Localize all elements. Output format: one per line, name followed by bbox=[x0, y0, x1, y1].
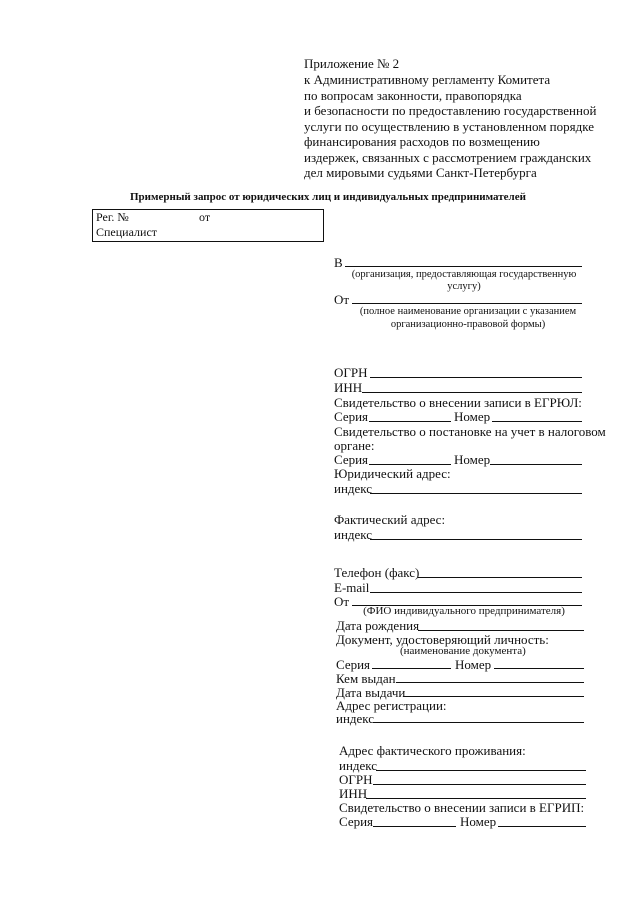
id-document-label: Документ, удостоверяющий личность: bbox=[336, 632, 549, 647]
page-title: Примерный запрос от юридических лиц и индивидуальных предпринимателей bbox=[130, 191, 526, 203]
phone-label: Телефон (факс) bbox=[334, 565, 420, 580]
from-label: От bbox=[334, 292, 350, 307]
to-field-line[interactable] bbox=[345, 266, 582, 267]
residence-address-label: Адрес фактического проживания: bbox=[339, 743, 526, 758]
ie-number-line[interactable] bbox=[494, 668, 584, 669]
specialist-label: Специалист bbox=[96, 225, 158, 239]
to-label: В bbox=[334, 255, 343, 270]
tax-cert-label: органе: bbox=[334, 438, 375, 453]
actual-address-label: Фактический адрес: bbox=[334, 512, 446, 527]
actual-index-label: индекс bbox=[334, 527, 373, 542]
appendix-line: и безопасности по предоставлению государственной bbox=[304, 103, 597, 118]
from-field-line[interactable] bbox=[352, 303, 582, 304]
id-document-hint: (наименование документа) bbox=[400, 645, 526, 657]
legal-address-line[interactable] bbox=[370, 493, 582, 494]
ie-ogrn-label: ОГРН bbox=[339, 772, 373, 787]
egrul-cert-label: Свидетельство о внесении записи в ЕГРЮЛ: bbox=[334, 395, 582, 410]
ie-number-label: Номер bbox=[455, 657, 492, 672]
birth-date-line[interactable] bbox=[418, 630, 584, 631]
appendix-line: дел мировыми судьями Санкт-Петербурга bbox=[304, 165, 537, 180]
appendix-line: издержек, связанных с рассмотрением гражданских bbox=[304, 150, 592, 165]
inn-field-line[interactable] bbox=[362, 392, 582, 393]
ie-inn-line[interactable] bbox=[366, 798, 586, 799]
issued-by-line[interactable] bbox=[396, 682, 584, 683]
registration-box bbox=[92, 209, 324, 242]
egrul-series-line[interactable] bbox=[369, 421, 451, 422]
tax-number-label: Номер bbox=[454, 452, 491, 467]
egrul-series-label: Серия bbox=[334, 409, 369, 424]
egrul-number-label: Номер bbox=[454, 409, 491, 424]
ie-from-label: От bbox=[334, 594, 350, 609]
tax-series-label: Серия bbox=[334, 452, 369, 467]
email-label: E-mail bbox=[334, 580, 370, 595]
from-hint: организационно-правовой формы) bbox=[390, 319, 546, 330]
email-field-line[interactable] bbox=[370, 592, 582, 593]
to-hint: (организация, предоставляющая государственную bbox=[351, 269, 577, 280]
reg-index-label: индекс bbox=[336, 711, 375, 726]
birth-date-label: Дата рождения bbox=[336, 618, 420, 633]
ie-inn-label: ИНН bbox=[339, 786, 368, 801]
tax-number-line[interactable] bbox=[490, 464, 582, 465]
to-hint: услугу) bbox=[447, 281, 481, 292]
tax-cert-label: Свидетельство о постановке на учет в налоговом bbox=[334, 424, 606, 439]
from-hint: (полное наименование организации с указанием bbox=[359, 306, 577, 317]
ogrn-label: ОГРН bbox=[334, 365, 368, 380]
actual-address-line[interactable] bbox=[370, 539, 582, 540]
egrip-number-label: Номер bbox=[460, 814, 497, 829]
legal-index-label: индекс bbox=[334, 481, 373, 496]
inn-label: ИНН bbox=[334, 380, 363, 395]
ie-fio-hint: (ФИО индивидуального предпринимателя) bbox=[363, 605, 565, 617]
appendix-line: по вопросам законности, правопорядка bbox=[304, 88, 522, 103]
legal-address-label: Юридический адрес: bbox=[334, 466, 451, 481]
phone-field-line[interactable] bbox=[418, 577, 582, 578]
ie-ogrn-line[interactable] bbox=[373, 784, 586, 785]
appendix-line: к Административному регламенту Комитета bbox=[304, 72, 551, 87]
ie-series-label: Серия bbox=[336, 657, 371, 672]
reg-address-line[interactable] bbox=[373, 722, 584, 723]
appendix-title: Приложение № 2 bbox=[304, 56, 400, 71]
egrul-number-line[interactable] bbox=[492, 421, 582, 422]
issued-by-label: Кем выдан bbox=[336, 671, 396, 686]
egrip-series-line[interactable] bbox=[373, 826, 456, 827]
residence-index-label: индекс bbox=[339, 758, 378, 773]
egrip-series-label: Серия bbox=[339, 814, 374, 829]
reg-address-label: Адрес регистрации: bbox=[336, 698, 447, 713]
ie-series-line[interactable] bbox=[372, 668, 451, 669]
reg-date-label: от bbox=[199, 210, 211, 224]
appendix-line: финансирования расходов по возмещению bbox=[304, 134, 540, 149]
appendix-line: услуги по осуществлению в установленном порядке bbox=[304, 119, 594, 134]
reg-number-label: Рег. № bbox=[96, 210, 129, 224]
tax-series-line[interactable] bbox=[369, 464, 451, 465]
egrip-number-line[interactable] bbox=[498, 826, 586, 827]
issue-date-line[interactable] bbox=[403, 696, 584, 697]
ogrn-field-line[interactable] bbox=[370, 377, 582, 378]
issue-date-label: Дата выдачи bbox=[336, 685, 406, 700]
egrip-cert-label: Свидетельство о внесении записи в ЕГРИП: bbox=[339, 800, 585, 815]
residence-address-line[interactable] bbox=[376, 770, 586, 771]
